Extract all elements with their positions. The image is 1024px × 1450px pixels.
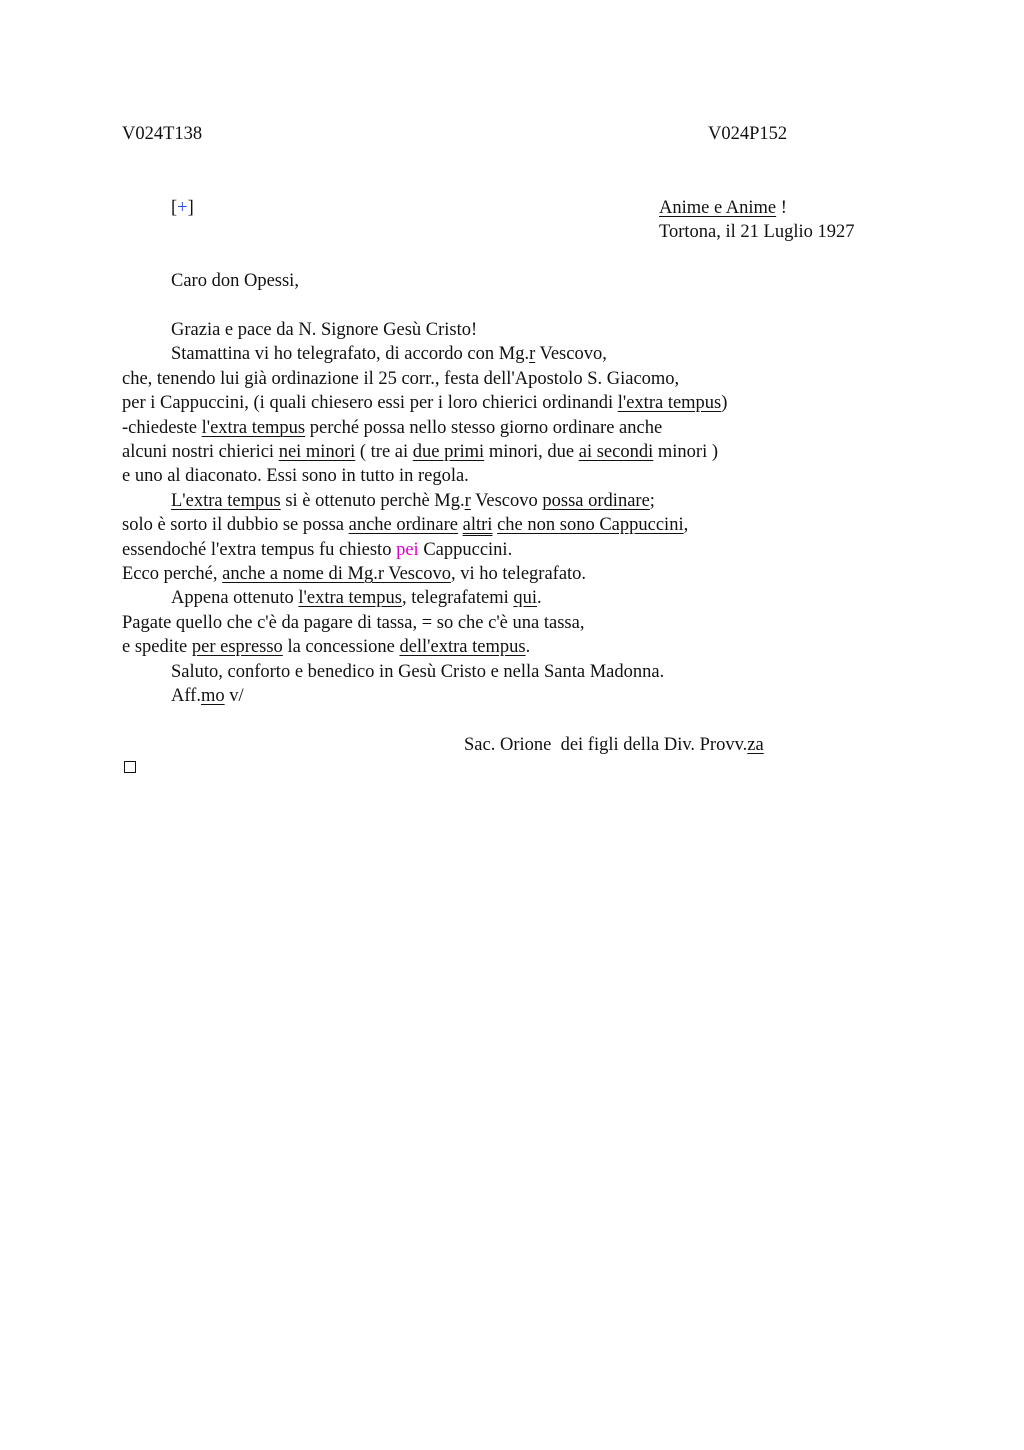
text-segment: nei minori [278, 442, 356, 462]
text-segment: solo è sorto il dubbio se possa [122, 515, 349, 536]
document-code-right: V024P152 [708, 124, 788, 144]
text-segment: mo [200, 686, 225, 706]
text-segment: Aff. [171, 686, 201, 706]
body-line-2 [122, 342, 607, 366]
text-segment: ) [721, 393, 728, 414]
text-segment: alcuni nostri chierici [122, 442, 279, 462]
text-segment: , telegrafatemi [401, 588, 514, 609]
body-line-16 [122, 684, 244, 708]
text-segment: qui [513, 588, 538, 609]
body-line-4 [122, 391, 727, 415]
text-segment: . [525, 637, 531, 658]
text-segment: si è ottenuto perchè Mg. [280, 490, 465, 511]
text-segment: dell'extra tempus [399, 637, 526, 658]
body-line-7: e uno al diaconato. Essi sono in tutto in regola. [122, 466, 469, 487]
text-segment: due primi [412, 442, 485, 462]
text-segment: Cappuccini. [418, 539, 513, 560]
body-line-13: Pagate quello che c'è da pagare di tassa, = so che c'è una tassa, [122, 612, 585, 633]
motto-text: Anime e Anime [659, 198, 777, 218]
text-segment: -chiedeste [122, 417, 202, 438]
text-segment: che non sono Cappuccini [497, 515, 684, 536]
highlighted-word: pei [396, 539, 419, 560]
motto-tail: ! [776, 198, 787, 218]
text-segment: , vi ho telegrafato. [450, 564, 587, 584]
cross-icon: + [177, 198, 188, 218]
text-segment: v/ [224, 686, 244, 706]
signature-text: Sac. Orione dei figli della Div. Provv. [464, 735, 748, 755]
body-line-3: che, tenendo lui già ordinazione il 25 corr., festa dell'Apostolo S. Giacomo, [122, 368, 680, 389]
body-line-5 [122, 416, 662, 440]
text-segment: Vescovo, [535, 344, 607, 365]
text-segment: perché possa nello stesso giorno ordinare anche [305, 417, 663, 438]
body-line-6 [122, 440, 718, 464]
text-segment: anche a nome di Mg.r Vescovo [222, 564, 451, 584]
text-segment: essendoché l'extra tempus fu chiesto [122, 539, 397, 560]
place-date: Tortona, il 21 Luglio 1927 [659, 222, 855, 242]
text-segment: Ecco perché, [122, 564, 223, 584]
text-segment: l'extra tempus [617, 393, 722, 414]
motto [659, 196, 787, 220]
text-segment: Stamattina vi ho telegrafato, di accordo con Mg. [171, 344, 530, 365]
text-segment: r [529, 344, 536, 365]
text-segment: r [464, 490, 471, 511]
body-line-14 [122, 635, 530, 659]
text-segment: la concessione [282, 637, 400, 658]
body-line-1: Grazia e pace da N. Signore Gesù Cristo! [171, 320, 478, 340]
text-segment: ; [649, 490, 655, 511]
text-segment: ( tre ai [355, 442, 413, 462]
text-segment: Appena ottenuto [171, 588, 299, 609]
text-segment: Vescovo [470, 490, 543, 511]
text-segment: anche ordinare [348, 515, 459, 536]
bracket-open: [ [171, 198, 178, 218]
text-segment: e spedite [122, 637, 192, 658]
empty-square-icon [124, 761, 136, 773]
text-segment: per i Cappuccini, (i quali chiesero essi per i loro chierici ordinandi [122, 393, 618, 414]
salutation: Caro don Opessi, [171, 271, 299, 291]
text-segment: minori, due [484, 442, 579, 462]
text-segment: , [683, 515, 689, 536]
text-segment: possa ordinare [542, 490, 650, 511]
text-segment: L'extra tempus [171, 490, 281, 511]
text-segment: per espresso [191, 637, 283, 658]
body-line-12 [122, 586, 542, 610]
body-line-11 [122, 562, 586, 586]
cross-mark [171, 196, 194, 220]
text-segment: l'extra tempus [201, 417, 306, 438]
text-segment: altri [462, 515, 493, 536]
document-code-left: V024T138 [122, 124, 203, 144]
body-line-9 [122, 513, 688, 537]
body-line-8 [122, 489, 655, 513]
text-segment: ai secondi [578, 442, 654, 462]
text-segment: . [537, 588, 542, 609]
text-segment: l'extra tempus [298, 588, 402, 609]
signature-suffix: za [747, 735, 764, 755]
body-line-10 [122, 538, 512, 562]
signature [464, 733, 764, 757]
bracket-close: ] [187, 198, 194, 218]
text-segment: minori ) [653, 442, 718, 462]
body-line-15: Saluto, conforto e benedico in Gesù Cristo e nella Santa Madonna. [171, 661, 665, 682]
